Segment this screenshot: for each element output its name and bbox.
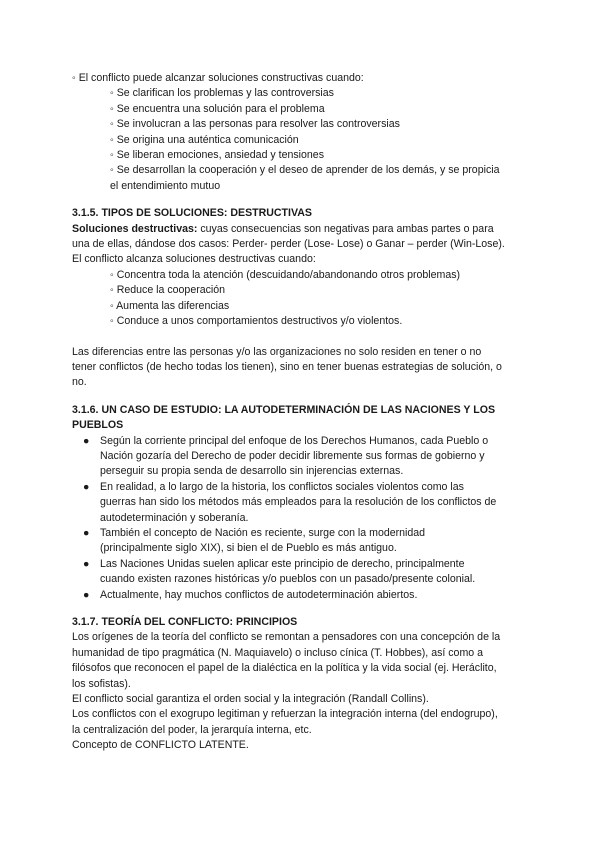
case-study-bullets [72,434,532,603]
constructive-item: ◦ Se encuentra una solución para el problema [110,102,325,115]
section-heading-316: 3.1.6. UN CASO DE ESTUDIO: LA AUTODETERMINACIÓN DE LAS NACIONES Y LOS [72,403,496,416]
destructive-definition-rest: cuyas consecuencias son negativas para ambas partes o para [197,222,494,235]
bullet-line: cuando existen razones históricas y/o pueblos con un pasado/presente colonial. [100,573,476,586]
bullet-line: En realidad, a lo largo de la historia, los conflictos sociales violentos como las [100,480,464,493]
destructive-definition-line [72,222,532,237]
bullet-icon: ● [83,588,90,601]
bullet-icon: ● [83,434,90,447]
case-study-bullet [72,526,532,557]
destructive-item: ◦ Aumenta las diferencias [110,299,230,312]
differences-paragraph-line: no. [72,376,87,389]
constructive-item: ◦ Se origina una auténtica comunicación [110,133,299,146]
case-study-bullet [72,480,532,526]
bullet-line: guerras han sido los métodos más empleados para la resolución de los conflictos de [100,496,497,509]
theory-paragraph-line: la centralización del poder, la jerarquía interna, etc. [72,723,312,736]
intro-lead: ◦ El conflicto puede alcanzar soluciones constructivas cuando: [72,72,364,84]
bullet-line: Nación gozaría del Derecho de poder decidir libremente sus formas de gobierno y [100,449,485,462]
constructive-item: ◦ Se liberan emociones, ansiedad y tensiones [110,149,324,162]
constructive-item: ◦ Se involucran a las personas para resolver las controversias [110,118,400,131]
theory-paragraph-line: Los orígenes de la teoría del conflicto se remontan a pensadores con una concepción de la [72,631,501,644]
constructive-item-continuation: el entendimiento mutuo [110,179,221,192]
destructive-item: ◦ Conduce a unos comportamientos destructivos y/o violentos. [110,315,403,328]
theory-paragraph-line: El conflicto social garantiza el orden social y la integración (Randall Collins). [72,693,429,706]
theory-paragraph-line: humanidad de tipo pragmática (N. Maquiavelo) o incluso cínica (T. Hobbes), así como a [72,646,484,659]
case-study-bullet [72,557,532,588]
differences-paragraph-line: Las diferencias entre las personas y/o las organizaciones no solo residen en tener o no [72,345,482,358]
theory-paragraph-line: los sofistas). [72,677,131,690]
section-heading-317: 3.1.7. TEORÍA DEL CONFLICTO: PRINCIPIOS [72,616,298,628]
constructive-item: ◦ Se clarifican los problemas y las controversias [110,87,334,100]
destructive-lead: El conflicto alcanza soluciones destructivas cuando: [72,253,316,266]
case-study-bullet [72,434,532,480]
differences-paragraph-line: tener conflictos (de hecho todas los tienen), sino en tener buenas estrategias de solución, o [72,360,502,373]
bullet-line: autodeterminación y soberanía. [100,511,249,524]
bullet-line: perseguir su propia senda de desarrollo sin injerencias externas. [100,465,404,478]
document-body [72,71,532,754]
bullet-icon: ● [83,557,90,570]
bullet-icon: ● [83,526,90,539]
bullet-line: También el concepto de Nación es reciente, surge con la modernidad [100,526,426,539]
destructive-item: ◦ Concentra toda la atención (descuidando/abandonando otros problemas) [110,268,461,281]
case-study-bullet [72,588,532,603]
bullet-line: (principalmente siglo XIX), si bien el de Pueblo es más antiguo. [100,542,397,555]
theory-paragraph-line: Concepto de CONFLICTO LATENTE. [72,739,249,752]
paragraph-gap [72,330,532,345]
bullet-line: Según la corriente principal del enfoque de los Derechos Humanos, cada Pueblo o [100,434,489,447]
destructive-item: ◦ Reduce la cooperación [110,284,226,297]
theory-paragraph-line: Los conflictos con el exogrupo legitiman y refuerzan la integración interna (del endogrupo), [72,708,498,721]
section-heading-316-continuation: PUEBLOS [72,419,124,432]
destructive-cases-line: una de ellas, dándose dos casos: Perder- perder (Lose- Lose) o Ganar – perder (Win-Lose). [72,238,505,251]
bullet-icon: ● [83,480,90,493]
section-heading-315: 3.1.5. TIPOS DE SOLUCIONES: DESTRUCTIVAS [72,207,312,220]
bullet-line: Actualmente, hay muchos conflictos de autodeterminación abiertos. [100,588,418,601]
destructive-bold-lead: Soluciones destructivas: [72,222,198,235]
bullet-line: Las Naciones Unidas suelen aplicar este principio de derecho, principalmente [100,557,465,570]
constructive-item: ◦ Se desarrollan la cooperación y el deseo de aprender de los demás, y se propicia [110,164,500,177]
theory-paragraph-line: filósofos que reconocen el papel de la dialéctica en la política y la vida social (ej. Heráclito, [72,662,497,675]
